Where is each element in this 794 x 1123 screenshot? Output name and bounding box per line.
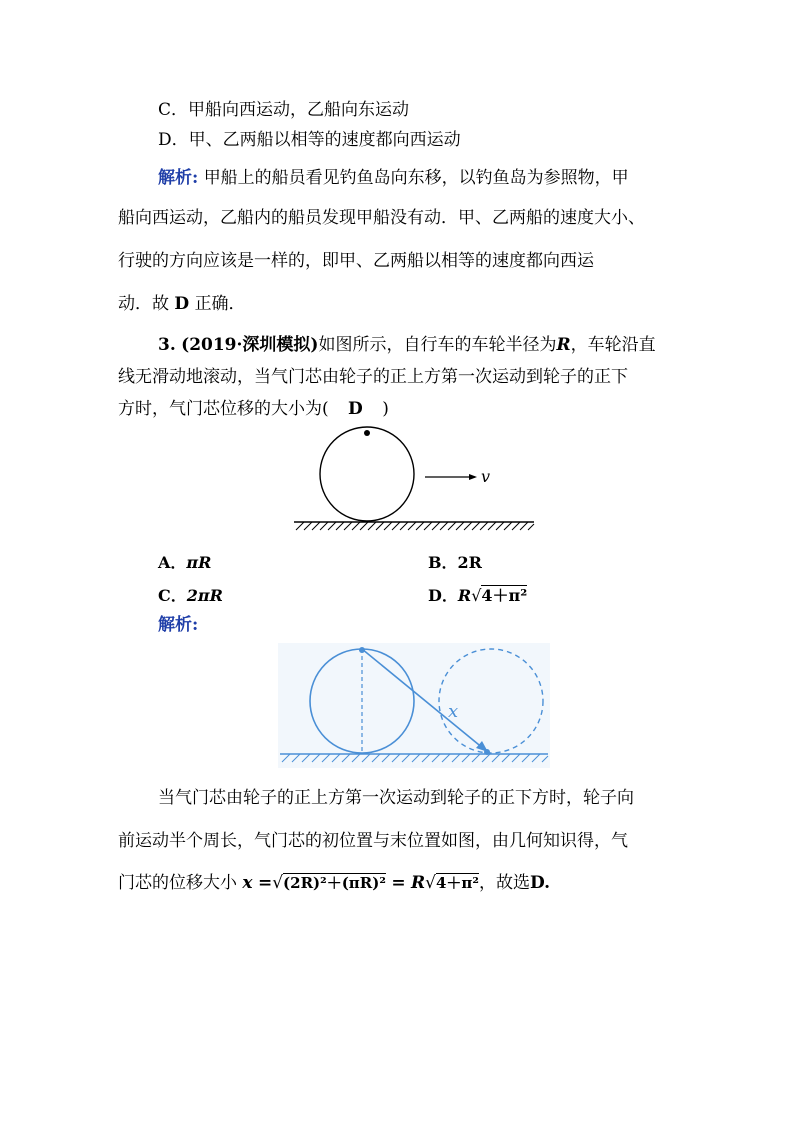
analysis2-line1: 当气门芯由轮子的正上方第一次运动到轮子的正下方时，轮子向 [158,788,634,808]
option-a-value: πR [186,553,212,572]
analysis1-line1 [158,163,718,188]
wheel-diagram [290,425,540,535]
option-b-value: 2R [457,553,482,572]
formula-radicand: (2R)²＋(πR)² [283,874,386,892]
option-c-prev: C．甲船向西运动，乙船向东运动 [158,100,410,120]
analysis1-text4: 动．故 [118,294,169,314]
formula-radicand2: 4＋π² [435,874,479,892]
analysis1-line2: 船向西运动，乙船内的船员发现甲船没有动．甲、乙两船的速度大小、 [118,208,645,228]
formula-eq2: = [391,873,406,893]
option-c-value: 2πR [186,586,223,605]
question-number: 3. [158,335,176,355]
analysis2-label: 解析: [158,615,199,635]
option-a [158,550,211,573]
analysis2-answer: D. [529,873,551,893]
option-b-label: B． [428,553,458,572]
option-d-prev: D．甲、乙两船以相等的速度都向西运动 [158,130,461,150]
formula-sqrt-sign2: √ [425,873,436,893]
option-d-r: R [457,586,472,605]
formula-r: R [411,873,426,893]
sqrt-sign: √ [471,586,482,605]
analysis1-text1: 甲船上的船员看见钓鱼岛向东移，以钓鱼岛为参照物，甲 [203,168,629,188]
question3-line1 [158,330,718,355]
analysis1-line4 [118,289,678,314]
analysis2-line3 [118,868,678,893]
formula-x: x [242,873,253,893]
option-a-label: A． [158,553,187,572]
var-r: R [556,335,571,355]
initial-point [359,647,365,653]
question3-answer: D [348,399,363,419]
analysis1-answer-letter: D [174,294,190,314]
question3-line2: 线无滑动地滚动，当气门芯由轮子的正上方第一次运动到轮子的正下 [118,367,628,387]
analysis2-text3: 门芯的位移大小 [118,873,237,893]
velocity-arrowhead [469,474,477,480]
wheel-circle [320,427,414,521]
question3-text1-tail: ，车轮沿直 [570,335,656,355]
analysis1-text4-post: 正确． [194,294,246,314]
velocity-label: v [481,467,491,486]
question3-text3-post: ) [382,399,389,419]
option-d-label: D． [428,586,458,605]
solution-diagram [278,643,550,768]
option-d [428,583,527,606]
ground-hatching [296,522,534,530]
question3-line3 [118,394,678,419]
displacement-label: x [448,701,459,722]
question-source: (2019·深圳模拟) [181,335,319,355]
option-c [158,583,223,606]
option-b [428,550,482,573]
analysis-label: 解析: [158,168,199,188]
analysis1-line3: 行驶的方向应该是一样的，即甲、乙两船以相等的速度都向西运 [118,251,594,271]
question3-text3: 方时，气门芯位移的大小为( [118,399,329,419]
question3-text1: 如图所示，自行车的车轮半径为 [318,335,557,355]
formula-sqrt-sign: √ [272,873,284,893]
valve-dot [364,430,370,436]
analysis2-line2: 前运动半个周长，气门芯的初位置与末位置如图，由几何知识得，气 [118,831,628,851]
option-d-radicand: 4＋π² [481,586,528,605]
formula-eq: = [257,873,273,893]
analysis2-text3-post: ，故选 [478,873,530,893]
option-c-label: C． [158,586,187,605]
